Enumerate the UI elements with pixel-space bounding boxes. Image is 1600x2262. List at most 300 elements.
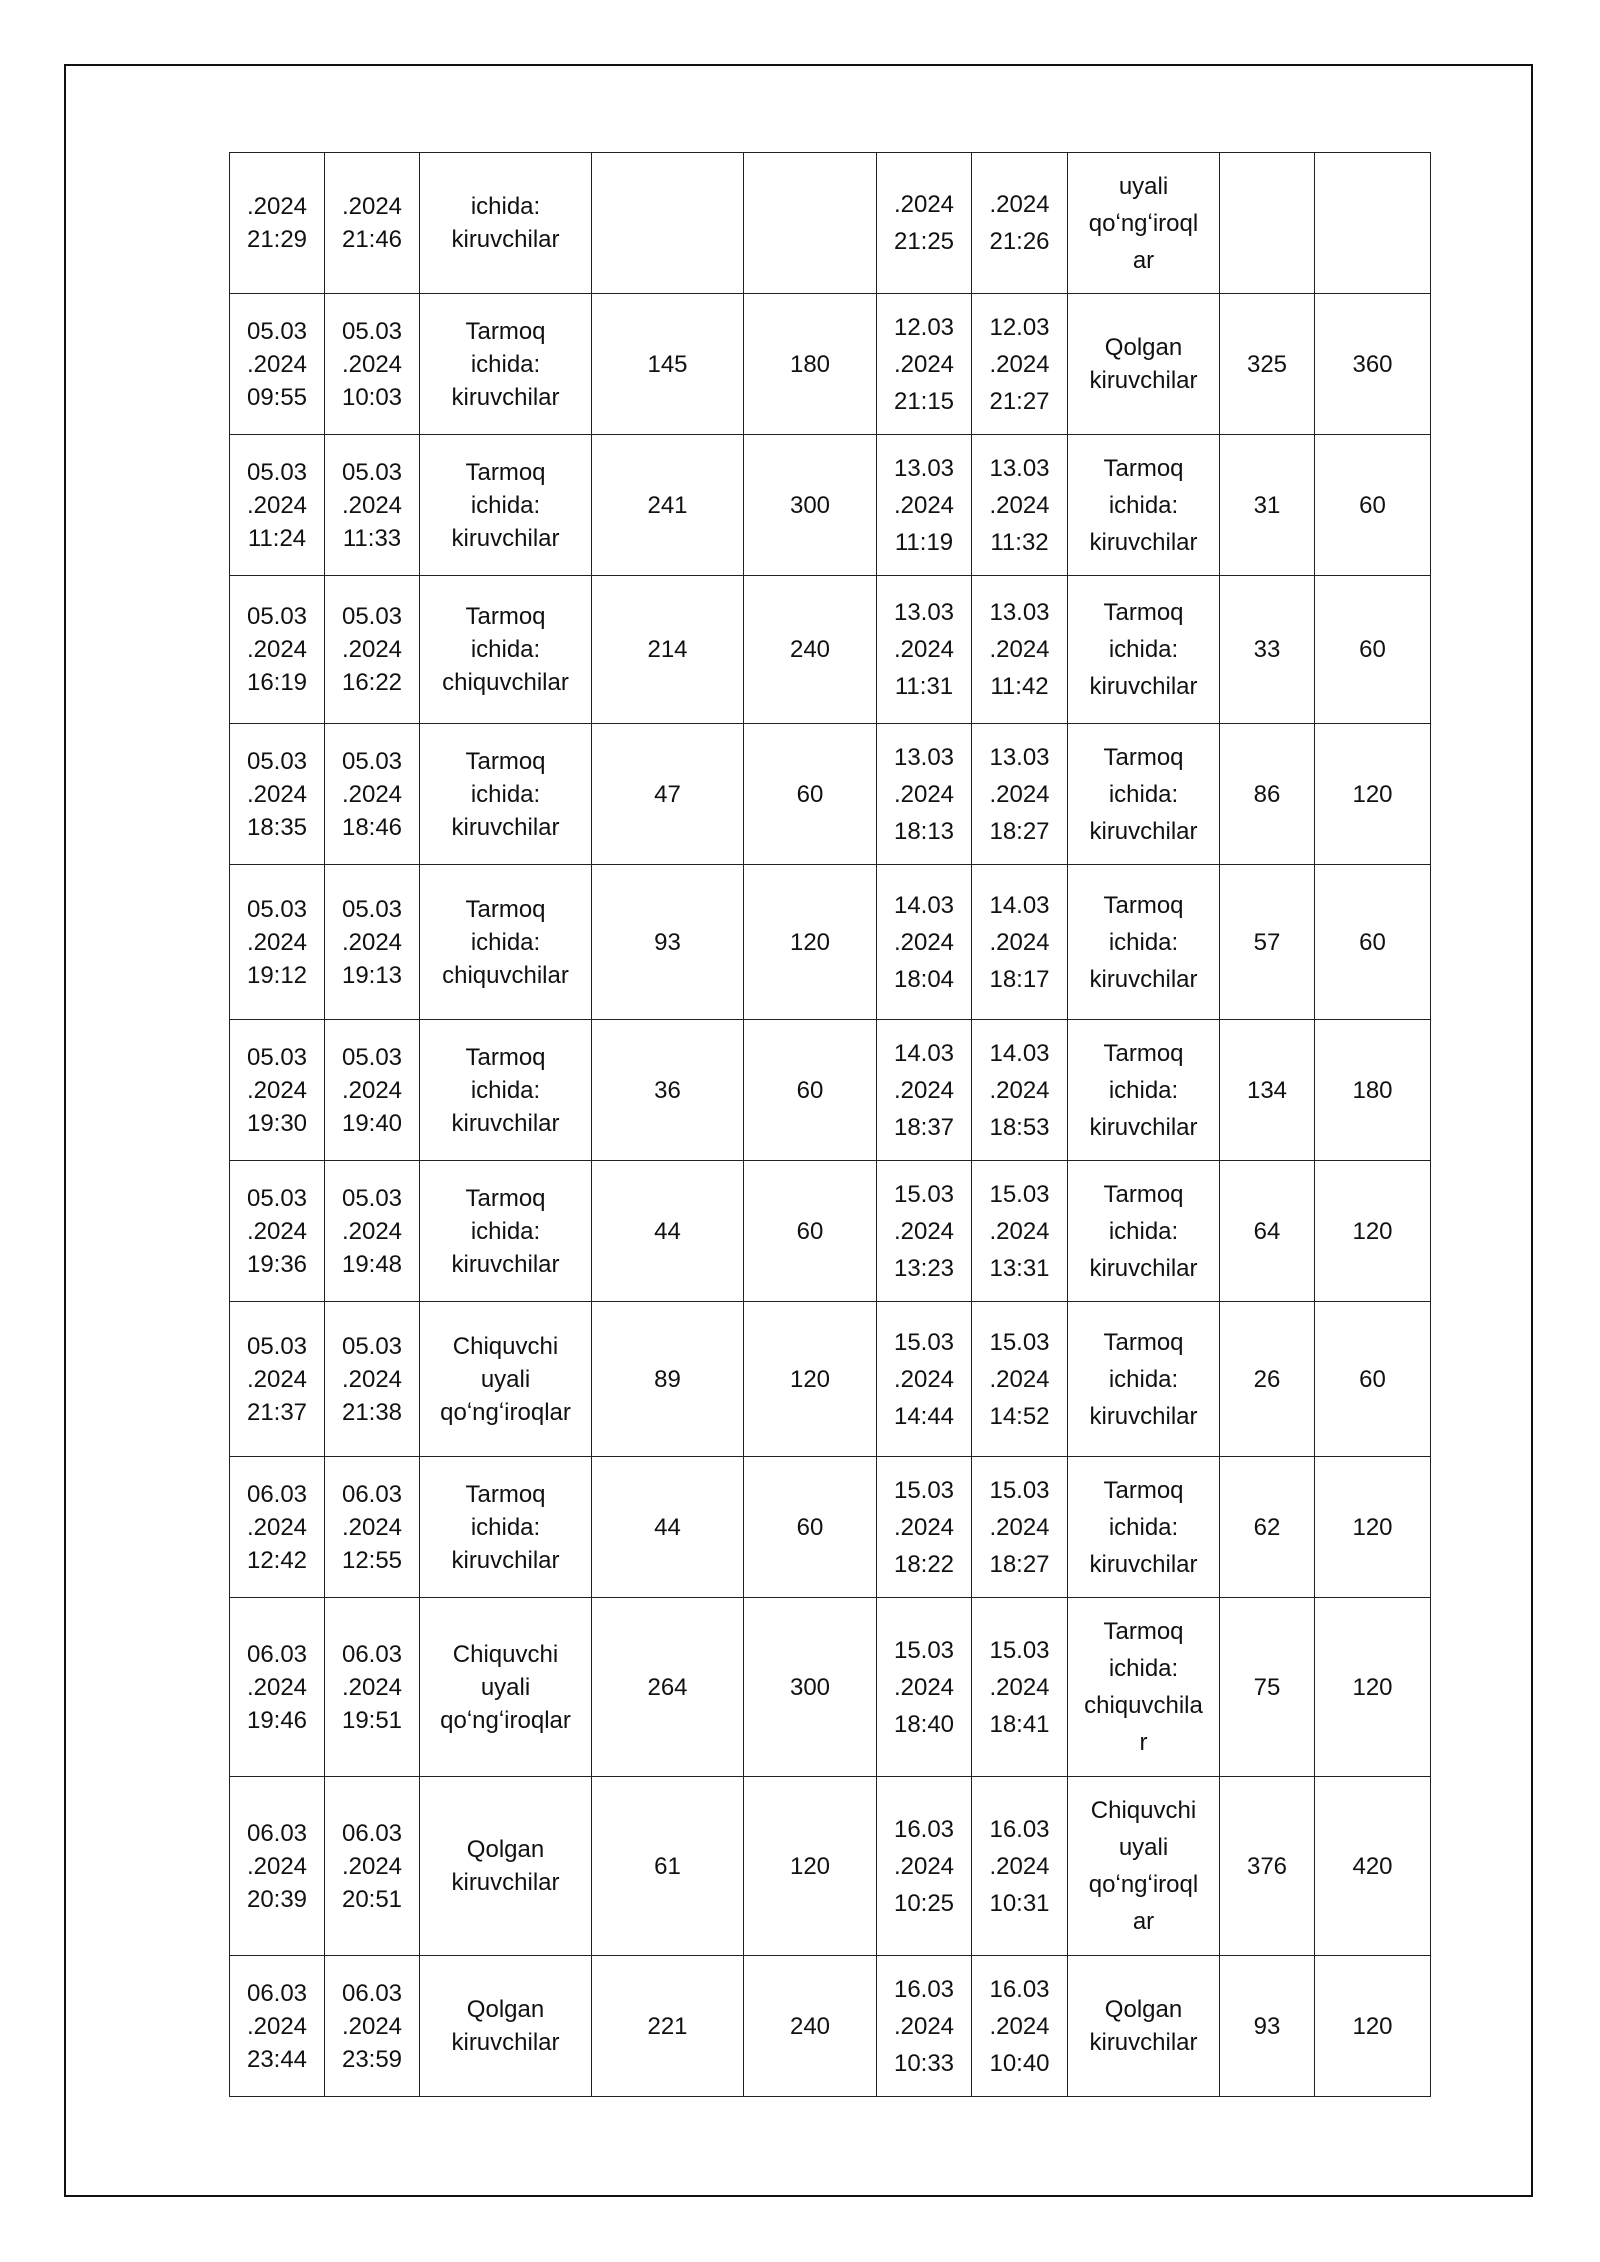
call-type-b-cell — [1068, 1777, 1220, 1956]
end-time-a-line: .2024 — [341, 636, 403, 663]
billed-b-cell: 120 — [1315, 1457, 1431, 1598]
start-time-b-cell — [877, 294, 972, 435]
call-type-b-line: ichida: — [1108, 636, 1179, 663]
end-time-b-line: 14.03 — [989, 891, 1050, 919]
duration-b-cell: 62 — [1220, 1457, 1315, 1598]
billed-a-cell: 60 — [744, 1020, 877, 1161]
call-type-b-line: kiruvchilar — [1089, 965, 1198, 993]
start-time-b-cell — [877, 1302, 972, 1457]
start-time-b-cell — [877, 724, 972, 865]
end-time-a-line: .2024 — [341, 2012, 403, 2040]
billed-b-cell — [1315, 153, 1431, 294]
call-type-a-line: uyali — [480, 1673, 531, 1701]
call-type-b-line: kiruvchilar — [1089, 673, 1198, 700]
call-type-a-cell — [420, 1777, 592, 1956]
start-time-b-line: .2024 — [893, 1513, 955, 1541]
call-type-a-cell — [420, 724, 592, 865]
call-type-b-cell — [1068, 1161, 1220, 1302]
call-type-a-cell — [420, 1302, 592, 1457]
end-time-b-line: 10:40 — [989, 2049, 1050, 2077]
start-time-a-cell — [230, 435, 325, 576]
start-time-a-cell — [230, 1302, 325, 1457]
call-type-b-line: Tarmoq — [1103, 1476, 1184, 1504]
call-type-a-cell — [420, 576, 592, 724]
start-time-b-line: .2024 — [893, 2012, 955, 2040]
start-time-b-line: .2024 — [893, 191, 955, 218]
call-type-a-line: kiruvchilar — [451, 524, 560, 552]
start-time-a-line: 05.03 — [246, 1332, 308, 1360]
end-time-a-cell — [325, 435, 420, 576]
start-time-b-line: 16.03 — [893, 1975, 955, 2003]
call-type-a-line: Qolgan — [466, 1836, 545, 1863]
call-type-b-line: kiruvchilar — [1089, 367, 1198, 394]
call-type-b-line: ichida: — [1108, 1513, 1179, 1541]
start-time-b-line: 13.03 — [893, 743, 955, 771]
end-time-b-cell — [972, 865, 1068, 1020]
table-body — [230, 153, 1431, 2097]
end-time-a-line: 06.03 — [341, 1819, 403, 1847]
duration-b-cell: 64 — [1220, 1161, 1315, 1302]
table-row — [230, 294, 1431, 435]
end-time-a-line: 18:46 — [341, 813, 403, 841]
start-time-a-cell — [230, 1020, 325, 1161]
call-type-b-line: Tarmoq — [1103, 743, 1184, 771]
start-time-a-line: 19:46 — [246, 1706, 308, 1734]
call-type-b-cell — [1068, 1598, 1220, 1777]
call-type-a-line: qoʻngʻiroqlar — [440, 1706, 571, 1734]
end-time-a-line: 06.03 — [341, 1640, 403, 1668]
end-time-b-line: 15.03 — [989, 1636, 1050, 1664]
call-type-b-line: ichida: — [1108, 928, 1179, 956]
duration-a-cell: 36 — [592, 1020, 744, 1161]
call-type-a-line: Tarmoq — [465, 458, 546, 486]
call-type-b-cell — [1068, 1302, 1220, 1457]
end-time-b-line: .2024 — [989, 491, 1050, 519]
start-time-a-line: 09:55 — [246, 383, 308, 411]
end-time-a-cell — [325, 153, 420, 294]
start-time-b-line: 18:22 — [893, 1550, 955, 1578]
call-type-b-line: ichida: — [1108, 1217, 1179, 1245]
billed-b-cell: 420 — [1315, 1777, 1431, 1956]
start-time-b-line: 15.03 — [893, 1476, 955, 1504]
call-type-a-line: Qolgan — [466, 1996, 545, 2023]
start-time-b-line: 14.03 — [893, 891, 955, 919]
start-time-b-line: 10:33 — [893, 2049, 955, 2077]
end-time-a-line: 19:48 — [341, 1250, 403, 1278]
call-type-b-line: uyali — [1118, 1834, 1169, 1861]
call-type-b-cell — [1068, 865, 1220, 1020]
start-time-a-cell — [230, 1956, 325, 2097]
end-time-b-cell — [972, 1956, 1068, 2097]
end-time-b-line: .2024 — [989, 780, 1050, 808]
end-time-a-line: .2024 — [341, 1365, 403, 1393]
end-time-b-line: 16.03 — [989, 1815, 1050, 1843]
end-time-a-line: 05.03 — [341, 1043, 403, 1071]
start-time-a-line: 19:30 — [246, 1109, 308, 1137]
duration-a-cell — [592, 153, 744, 294]
end-time-b-line: 15.03 — [989, 1476, 1050, 1504]
start-time-a-line: 06.03 — [246, 1819, 308, 1847]
start-time-a-cell — [230, 1598, 325, 1777]
end-time-a-cell — [325, 1302, 420, 1457]
start-time-b-line: .2024 — [893, 928, 955, 956]
start-time-b-line: 13.03 — [893, 599, 955, 626]
start-time-b-cell — [877, 1457, 972, 1598]
start-time-b-line: .2024 — [893, 1217, 955, 1245]
end-time-b-cell — [972, 1302, 1068, 1457]
call-type-a-line: kiruvchilar — [451, 1869, 560, 1896]
start-time-a-line: 21:37 — [246, 1398, 308, 1426]
duration-b-cell: 134 — [1220, 1020, 1315, 1161]
call-type-b-line: chiquvchila — [1084, 1692, 1203, 1719]
end-time-a-line: 06.03 — [341, 1979, 403, 2007]
end-time-a-line: 21:38 — [341, 1398, 403, 1426]
start-time-b-line: 12.03 — [893, 313, 955, 341]
billed-a-cell: 180 — [744, 294, 877, 435]
duration-b-cell: 75 — [1220, 1598, 1315, 1777]
billed-b-cell: 360 — [1315, 294, 1431, 435]
start-time-b-line: 18:04 — [893, 965, 955, 993]
call-type-a-cell — [420, 1457, 592, 1598]
end-time-b-line: 15.03 — [989, 1180, 1050, 1208]
billed-a-cell: 60 — [744, 1161, 877, 1302]
start-time-a-cell — [230, 153, 325, 294]
start-time-b-line: 18:37 — [893, 1113, 955, 1141]
end-time-b-line: .2024 — [989, 1513, 1050, 1541]
start-time-b-cell — [877, 1598, 972, 1777]
end-time-a-line: 16:22 — [341, 669, 403, 696]
end-time-b-line: 21:27 — [989, 387, 1050, 415]
start-time-a-line: .2024 — [246, 193, 308, 220]
table-row — [230, 1956, 1431, 2097]
end-time-b-line: .2024 — [989, 636, 1050, 663]
end-time-b-line: 11:32 — [990, 528, 1049, 556]
end-time-a-line: .2024 — [341, 1513, 403, 1541]
end-time-a-cell — [325, 724, 420, 865]
duration-b-cell: 31 — [1220, 435, 1315, 576]
table-row — [230, 1020, 1431, 1161]
start-time-a-cell — [230, 1777, 325, 1956]
end-time-a-line: 05.03 — [341, 1332, 403, 1360]
duration-a-cell: 145 — [592, 294, 744, 435]
call-type-b-line: kiruvchilar — [1089, 817, 1198, 845]
start-time-a-line: .2024 — [246, 1217, 308, 1245]
start-time-a-cell — [230, 724, 325, 865]
duration-a-cell: 47 — [592, 724, 744, 865]
start-time-a-line: 05.03 — [246, 747, 308, 775]
end-time-a-line: 21:46 — [341, 226, 403, 253]
start-time-a-cell — [230, 1457, 325, 1598]
call-type-a-line: ichida: — [470, 1076, 541, 1104]
start-time-b-line: 13.03 — [893, 454, 955, 482]
end-time-b-cell — [972, 724, 1068, 865]
end-time-b-line: 11:42 — [990, 673, 1049, 700]
call-type-b-line: kiruvchilar — [1089, 528, 1198, 556]
start-time-a-line: .2024 — [246, 1513, 308, 1541]
end-time-a-line: 20:51 — [341, 1885, 403, 1913]
call-type-a-line: chiquvchilar — [442, 669, 569, 696]
start-time-a-line: 06.03 — [246, 1480, 308, 1508]
call-type-a-line: Tarmoq — [465, 1184, 546, 1212]
call-type-b-line: ichida: — [1108, 491, 1179, 519]
end-time-b-line: 21:26 — [989, 228, 1050, 255]
start-time-b-line: 15.03 — [893, 1636, 955, 1664]
end-time-b-line: 15.03 — [989, 1328, 1050, 1356]
start-time-a-line: .2024 — [246, 2012, 308, 2040]
call-type-b-line: uyali — [1118, 172, 1169, 200]
start-time-b-cell — [877, 865, 972, 1020]
end-time-b-line: 18:27 — [989, 817, 1050, 845]
start-time-b-line: 15.03 — [893, 1180, 955, 1208]
call-type-b-line: ichida: — [1108, 1655, 1179, 1682]
billed-b-cell: 120 — [1315, 1598, 1431, 1777]
call-type-a-cell — [420, 1020, 592, 1161]
call-type-b-line: r — [1139, 1729, 1148, 1756]
end-time-a-line: .2024 — [341, 1076, 403, 1104]
start-time-b-cell — [877, 1161, 972, 1302]
start-time-b-line: 10:25 — [893, 1889, 955, 1917]
billed-a-cell: 120 — [744, 1302, 877, 1457]
end-time-a-line: 11:33 — [342, 524, 402, 552]
duration-b-cell: 93 — [1220, 1956, 1315, 2097]
call-type-b-line: qoʻngʻiroql — [1088, 1871, 1199, 1898]
billed-a-cell: 240 — [744, 576, 877, 724]
start-time-a-line: 23:44 — [246, 2045, 308, 2073]
call-type-a-line: ichida: — [470, 1217, 541, 1245]
end-time-b-line: 13:31 — [989, 1254, 1050, 1282]
start-time-b-line: .2024 — [893, 780, 955, 808]
start-time-b-line: 14:44 — [893, 1402, 955, 1430]
call-type-b-line: Tarmoq — [1103, 891, 1184, 919]
start-time-a-line: 05.03 — [246, 1184, 308, 1212]
end-time-b-cell — [972, 1020, 1068, 1161]
billed-a-cell — [744, 153, 877, 294]
start-time-a-line: 12:42 — [246, 1546, 308, 1574]
call-type-a-line: Chiquvchi — [452, 1640, 559, 1668]
start-time-a-line: 21:29 — [246, 226, 308, 253]
call-type-b-line: ar — [1132, 246, 1155, 274]
start-time-b-line: .2024 — [893, 1076, 955, 1104]
end-time-b-line: .2024 — [989, 1217, 1050, 1245]
end-time-a-line: .2024 — [341, 1673, 403, 1701]
billed-b-cell: 60 — [1315, 435, 1431, 576]
call-log-table-container — [229, 152, 1430, 2097]
start-time-b-line: 16.03 — [893, 1815, 955, 1843]
start-time-a-line: 19:36 — [246, 1250, 308, 1278]
call-type-b-cell — [1068, 153, 1220, 294]
end-time-a-line: .2024 — [341, 350, 403, 378]
call-type-b-cell — [1068, 435, 1220, 576]
billed-b-cell: 120 — [1315, 724, 1431, 865]
end-time-a-cell — [325, 865, 420, 1020]
duration-a-cell: 241 — [592, 435, 744, 576]
table-row — [230, 576, 1431, 724]
end-time-b-cell — [972, 1161, 1068, 1302]
billed-a-cell: 300 — [744, 1598, 877, 1777]
call-type-a-line: ichida: — [470, 636, 541, 663]
start-time-b-line: .2024 — [893, 350, 955, 378]
end-time-b-line: 14.03 — [989, 1039, 1050, 1067]
start-time-b-cell — [877, 1956, 972, 2097]
end-time-a-line: 06.03 — [341, 1480, 403, 1508]
end-time-a-cell — [325, 576, 420, 724]
end-time-a-line: 23:59 — [341, 2045, 403, 2073]
call-type-b-line: ichida: — [1108, 780, 1179, 808]
call-type-b-line: kiruvchilar — [1089, 2029, 1198, 2056]
call-type-a-cell — [420, 1598, 592, 1777]
billed-b-cell: 120 — [1315, 1956, 1431, 2097]
call-type-b-line: Tarmoq — [1103, 1180, 1184, 1208]
call-type-b-cell — [1068, 1956, 1220, 2097]
end-time-b-line: 18:17 — [989, 965, 1050, 993]
call-type-b-line: Qolgan — [1104, 1996, 1183, 2023]
call-type-b-line: Tarmoq — [1103, 599, 1184, 626]
end-time-b-line: .2024 — [989, 928, 1050, 956]
call-type-b-line: kiruvchilar — [1089, 1254, 1198, 1282]
call-type-b-line: ar — [1132, 1908, 1155, 1935]
end-time-a-line: .2024 — [341, 780, 403, 808]
end-time-a-line: .2024 — [341, 1217, 403, 1245]
start-time-a-cell — [230, 576, 325, 724]
end-time-b-line: .2024 — [989, 2012, 1050, 2040]
start-time-b-line: 11:19 — [894, 528, 954, 556]
call-log-table — [229, 152, 1431, 2097]
call-type-a-line: Tarmoq — [465, 1480, 546, 1508]
duration-a-cell: 61 — [592, 1777, 744, 1956]
billed-a-cell: 300 — [744, 435, 877, 576]
start-time-a-line: .2024 — [246, 636, 308, 663]
start-time-a-line: 05.03 — [246, 603, 308, 630]
start-time-a-line: 05.03 — [246, 1043, 308, 1071]
end-time-a-line: 19:40 — [341, 1109, 403, 1137]
start-time-b-cell — [877, 576, 972, 724]
end-time-b-cell — [972, 153, 1068, 294]
end-time-b-line: 12.03 — [989, 313, 1050, 341]
start-time-a-line: .2024 — [246, 1076, 308, 1104]
billed-a-cell: 60 — [744, 1457, 877, 1598]
end-time-a-cell — [325, 1457, 420, 1598]
billed-a-cell: 60 — [744, 724, 877, 865]
call-type-b-line: Tarmoq — [1103, 1328, 1184, 1356]
call-type-a-line: Tarmoq — [465, 317, 546, 345]
end-time-b-line: 18:53 — [989, 1113, 1050, 1141]
call-type-b-cell — [1068, 1457, 1220, 1598]
start-time-b-line: 18:40 — [893, 1710, 955, 1738]
end-time-b-line: 16.03 — [989, 1975, 1050, 2003]
call-type-a-line: ichida: — [470, 780, 541, 808]
end-time-b-line: .2024 — [989, 1673, 1050, 1701]
duration-b-cell: 26 — [1220, 1302, 1315, 1457]
billed-a-cell: 240 — [744, 1956, 877, 2097]
start-time-b-line: .2024 — [893, 636, 955, 663]
end-time-a-cell — [325, 1777, 420, 1956]
end-time-b-line: 10:31 — [989, 1889, 1050, 1917]
end-time-b-line: .2024 — [989, 350, 1050, 378]
table-row — [230, 865, 1431, 1020]
call-type-a-line: kiruvchilar — [451, 1109, 560, 1137]
end-time-a-line: 12:55 — [341, 1546, 403, 1574]
start-time-a-line: 11:24 — [247, 524, 307, 552]
end-time-b-line: 13.03 — [989, 454, 1050, 482]
call-type-b-line: ichida: — [1108, 1076, 1179, 1104]
end-time-a-cell — [325, 294, 420, 435]
start-time-a-line: .2024 — [246, 1365, 308, 1393]
call-type-b-line: Chiquvchi — [1090, 1797, 1197, 1824]
call-type-a-line: ichida: — [470, 928, 541, 956]
end-time-b-line: 18:41 — [989, 1710, 1050, 1738]
start-time-a-line: 05.03 — [246, 317, 308, 345]
start-time-b-line: 15.03 — [893, 1328, 955, 1356]
call-type-a-line: ichida: — [470, 491, 541, 519]
start-time-b-line: .2024 — [893, 1673, 955, 1701]
start-time-b-line: 13:23 — [893, 1254, 955, 1282]
end-time-a-line: 05.03 — [341, 458, 403, 486]
call-type-a-line: Tarmoq — [465, 895, 546, 923]
billed-b-cell: 180 — [1315, 1020, 1431, 1161]
duration-b-cell — [1220, 153, 1315, 294]
start-time-a-line: .2024 — [246, 1852, 308, 1880]
table-row — [230, 1457, 1431, 1598]
end-time-b-line: 18:27 — [989, 1550, 1050, 1578]
end-time-a-line: .2024 — [341, 928, 403, 956]
start-time-a-line: 16:19 — [246, 669, 308, 696]
end-time-a-line: 19:51 — [341, 1706, 403, 1734]
call-type-a-cell — [420, 865, 592, 1020]
start-time-a-line: 18:35 — [246, 813, 308, 841]
billed-b-cell: 60 — [1315, 576, 1431, 724]
end-time-a-cell — [325, 1956, 420, 2097]
end-time-a-line: .2024 — [341, 491, 403, 519]
end-time-b-cell — [972, 294, 1068, 435]
call-type-b-line: Tarmoq — [1103, 1039, 1184, 1067]
billed-b-cell: 60 — [1315, 865, 1431, 1020]
table-row — [230, 1302, 1431, 1457]
call-type-a-line: kiruvchilar — [451, 2029, 560, 2056]
call-type-a-line: ichida: — [470, 350, 541, 378]
start-time-a-cell — [230, 1161, 325, 1302]
call-type-a-line: Tarmoq — [465, 747, 546, 775]
start-time-a-line: 05.03 — [246, 895, 308, 923]
call-type-a-line: Tarmoq — [465, 1043, 546, 1071]
start-time-a-line: .2024 — [246, 780, 308, 808]
end-time-a-line: 05.03 — [341, 603, 403, 630]
call-type-a-cell — [420, 294, 592, 435]
billed-a-cell: 120 — [744, 1777, 877, 1956]
call-type-a-cell — [420, 1956, 592, 2097]
start-time-a-line: .2024 — [246, 928, 308, 956]
call-type-b-cell — [1068, 724, 1220, 865]
duration-a-cell: 264 — [592, 1598, 744, 1777]
call-type-b-line: Tarmoq — [1103, 1618, 1184, 1645]
end-time-b-cell — [972, 1777, 1068, 1956]
call-type-b-line: kiruvchilar — [1089, 1550, 1198, 1578]
call-type-a-line: kiruvchilar — [451, 1546, 560, 1574]
start-time-b-line: 21:15 — [893, 387, 955, 415]
call-type-a-line: ichida: — [470, 193, 541, 220]
call-type-b-cell — [1068, 294, 1220, 435]
billed-b-cell: 60 — [1315, 1302, 1431, 1457]
start-time-b-line: .2024 — [893, 1852, 955, 1880]
start-time-a-line: 05.03 — [246, 458, 308, 486]
end-time-b-cell — [972, 1598, 1068, 1777]
call-type-a-line: kiruvchilar — [451, 226, 560, 253]
end-time-b-cell — [972, 435, 1068, 576]
call-type-a-line: Chiquvchi — [452, 1332, 559, 1360]
call-type-a-line: Tarmoq — [465, 603, 546, 630]
duration-a-cell: 93 — [592, 865, 744, 1020]
end-time-b-line: 13.03 — [989, 743, 1050, 771]
duration-b-cell: 325 — [1220, 294, 1315, 435]
